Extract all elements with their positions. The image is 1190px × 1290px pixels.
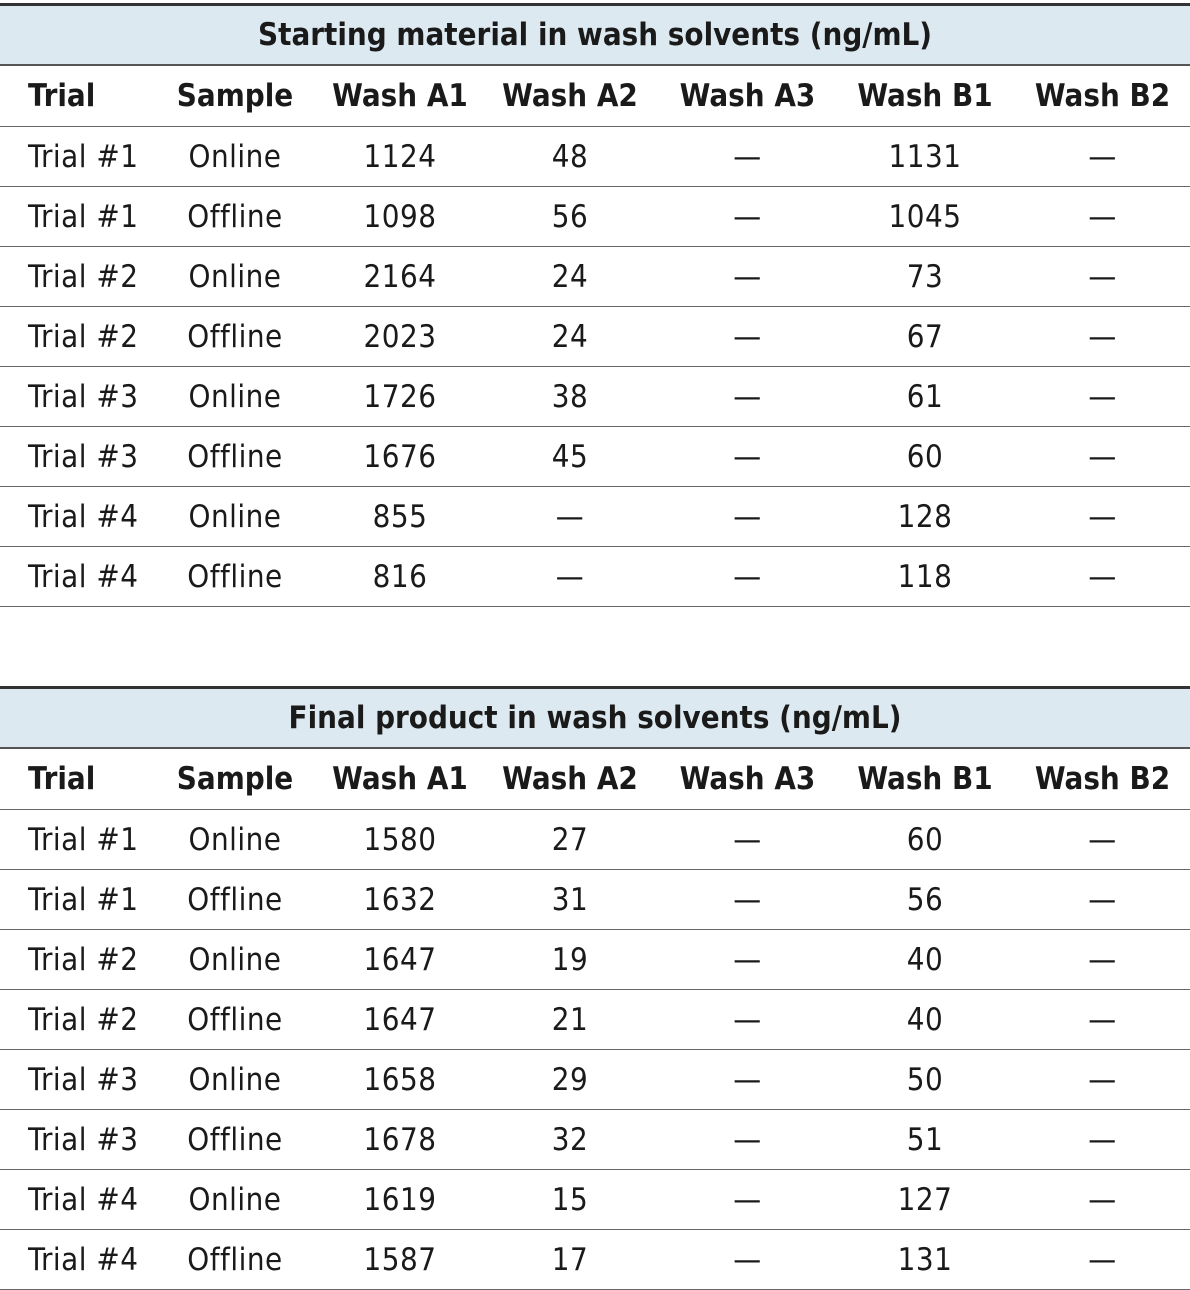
column-header: Wash B2 bbox=[1015, 748, 1190, 810]
table-cell: 1619 bbox=[320, 1170, 480, 1230]
starting-material-table bbox=[0, 3, 1190, 607]
table-cell: — bbox=[1015, 1230, 1190, 1290]
table-row bbox=[0, 187, 1190, 247]
table-cell: — bbox=[1015, 810, 1190, 870]
column-header: Wash A2 bbox=[480, 65, 660, 127]
table-cell: 1658 bbox=[320, 1050, 480, 1110]
column-header: Sample bbox=[150, 65, 320, 127]
table-cell: — bbox=[1015, 1170, 1190, 1230]
table-cell: Trial #4 bbox=[0, 547, 150, 607]
table-cell: 60 bbox=[835, 427, 1015, 487]
table-title-row bbox=[0, 5, 1190, 66]
table-cell: Trial #3 bbox=[0, 427, 150, 487]
table-cell: — bbox=[660, 1230, 835, 1290]
table-row bbox=[0, 487, 1190, 547]
table-cell: 40 bbox=[835, 990, 1015, 1050]
table-cell: Offline bbox=[150, 990, 320, 1050]
table-cell: 15 bbox=[480, 1170, 660, 1230]
table-cell: 40 bbox=[835, 930, 1015, 990]
table-cell: Online bbox=[150, 127, 320, 187]
column-header: Sample bbox=[150, 748, 320, 810]
table-cell: Trial #3 bbox=[0, 1050, 150, 1110]
table-cell: Trial #3 bbox=[0, 367, 150, 427]
table-cell: 1647 bbox=[320, 990, 480, 1050]
table-cell: 73 bbox=[835, 247, 1015, 307]
table-cell: 45 bbox=[480, 427, 660, 487]
table-row bbox=[0, 307, 1190, 367]
table-row bbox=[0, 367, 1190, 427]
table-cell: Trial #4 bbox=[0, 1170, 150, 1230]
table-title: Starting material in wash solvents (ng/mL) bbox=[0, 5, 1190, 66]
table-cell: Offline bbox=[150, 870, 320, 930]
column-header: Wash A1 bbox=[320, 65, 480, 127]
table-cell: 1632 bbox=[320, 870, 480, 930]
table-cell: — bbox=[660, 1050, 835, 1110]
table-title: Final product in wash solvents (ng/mL) bbox=[0, 688, 1190, 749]
table-row bbox=[0, 930, 1190, 990]
table-cell: 67 bbox=[835, 307, 1015, 367]
table-cell: — bbox=[660, 870, 835, 930]
table-row bbox=[0, 1170, 1190, 1230]
table-cell: 2164 bbox=[320, 247, 480, 307]
table-cell: — bbox=[660, 427, 835, 487]
table-cell: Online bbox=[150, 1050, 320, 1110]
table-cell: 118 bbox=[835, 547, 1015, 607]
table-cell: 51 bbox=[835, 1110, 1015, 1170]
column-header: Trial bbox=[0, 748, 150, 810]
table-row bbox=[0, 990, 1190, 1050]
table-cell: 50 bbox=[835, 1050, 1015, 1110]
table-cell: Trial #1 bbox=[0, 870, 150, 930]
table-cell: 56 bbox=[835, 870, 1015, 930]
table-row bbox=[0, 547, 1190, 607]
table-cell: — bbox=[660, 990, 835, 1050]
table-cell: Offline bbox=[150, 1230, 320, 1290]
table-cell: — bbox=[660, 367, 835, 427]
table-row bbox=[0, 1050, 1190, 1110]
table-row bbox=[0, 427, 1190, 487]
header-row bbox=[0, 748, 1190, 810]
table-cell: 56 bbox=[480, 187, 660, 247]
column-header: Wash A2 bbox=[480, 748, 660, 810]
table-cell: Trial #4 bbox=[0, 1230, 150, 1290]
table-cell: — bbox=[1015, 930, 1190, 990]
table-cell: 1131 bbox=[835, 127, 1015, 187]
table-cell: Trial #3 bbox=[0, 1110, 150, 1170]
table-row bbox=[0, 247, 1190, 307]
table-cell: — bbox=[1015, 367, 1190, 427]
table-cell: — bbox=[660, 1170, 835, 1230]
table-cell: Trial #2 bbox=[0, 930, 150, 990]
table-cell: — bbox=[1015, 990, 1190, 1050]
table-cell: 1647 bbox=[320, 930, 480, 990]
table-cell: Trial #1 bbox=[0, 810, 150, 870]
table-cell: — bbox=[660, 1110, 835, 1170]
table-cell: Trial #1 bbox=[0, 127, 150, 187]
table-cell: 1726 bbox=[320, 367, 480, 427]
final-product-table bbox=[0, 686, 1190, 1290]
table-cell: 1678 bbox=[320, 1110, 480, 1170]
table-cell: 32 bbox=[480, 1110, 660, 1170]
table-cell: Offline bbox=[150, 547, 320, 607]
table-cell: — bbox=[480, 487, 660, 547]
table-cell: — bbox=[1015, 547, 1190, 607]
column-header: Wash B2 bbox=[1015, 65, 1190, 127]
table-cell: — bbox=[1015, 187, 1190, 247]
table-cell: Trial #4 bbox=[0, 487, 150, 547]
table-cell: Online bbox=[150, 367, 320, 427]
table-cell: Trial #1 bbox=[0, 187, 150, 247]
table-cell: 1676 bbox=[320, 427, 480, 487]
table-row bbox=[0, 127, 1190, 187]
column-header: Trial bbox=[0, 65, 150, 127]
table-cell: 61 bbox=[835, 367, 1015, 427]
table-cell: 816 bbox=[320, 547, 480, 607]
table-cell: Online bbox=[150, 1170, 320, 1230]
table-cell: — bbox=[1015, 247, 1190, 307]
table-cell: — bbox=[660, 547, 835, 607]
table-cell: Online bbox=[150, 810, 320, 870]
table-cell: 1580 bbox=[320, 810, 480, 870]
table-row bbox=[0, 1110, 1190, 1170]
table-cell: — bbox=[660, 810, 835, 870]
table-cell: 128 bbox=[835, 487, 1015, 547]
table-cell: 24 bbox=[480, 307, 660, 367]
table-cell: 19 bbox=[480, 930, 660, 990]
table-cell: 855 bbox=[320, 487, 480, 547]
table-cell: — bbox=[660, 247, 835, 307]
table-cell: 17 bbox=[480, 1230, 660, 1290]
table-cell: — bbox=[480, 547, 660, 607]
table-cell: 38 bbox=[480, 367, 660, 427]
table-cell: — bbox=[1015, 1110, 1190, 1170]
table-cell: — bbox=[1015, 870, 1190, 930]
table-row bbox=[0, 1230, 1190, 1290]
table-cell: Offline bbox=[150, 1110, 320, 1170]
table-cell: 1098 bbox=[320, 187, 480, 247]
table-cell: — bbox=[660, 127, 835, 187]
table-cell: Trial #2 bbox=[0, 247, 150, 307]
column-header: Wash A3 bbox=[660, 748, 835, 810]
table-cell: Offline bbox=[150, 187, 320, 247]
table-cell: — bbox=[660, 487, 835, 547]
table-cell: 131 bbox=[835, 1230, 1015, 1290]
table-title-row bbox=[0, 688, 1190, 749]
table-cell: Online bbox=[150, 487, 320, 547]
table-cell: 127 bbox=[835, 1170, 1015, 1230]
table-cell: 27 bbox=[480, 810, 660, 870]
table-cell: 1045 bbox=[835, 187, 1015, 247]
table-cell: 1587 bbox=[320, 1230, 480, 1290]
column-header: Wash A1 bbox=[320, 748, 480, 810]
table-cell: 24 bbox=[480, 247, 660, 307]
table-cell: Offline bbox=[150, 307, 320, 367]
header-row bbox=[0, 65, 1190, 127]
table-cell: — bbox=[660, 307, 835, 367]
table-cell: 2023 bbox=[320, 307, 480, 367]
table-cell: 48 bbox=[480, 127, 660, 187]
table-cell: Trial #2 bbox=[0, 990, 150, 1050]
table-cell: Online bbox=[150, 247, 320, 307]
table-cell: — bbox=[1015, 307, 1190, 367]
column-header: Wash B1 bbox=[835, 65, 1015, 127]
table-cell: — bbox=[1015, 127, 1190, 187]
table-cell: 1124 bbox=[320, 127, 480, 187]
table-cell: Offline bbox=[150, 427, 320, 487]
table-cell: 21 bbox=[480, 990, 660, 1050]
table-row bbox=[0, 870, 1190, 930]
table-cell: — bbox=[1015, 487, 1190, 547]
table-cell: 29 bbox=[480, 1050, 660, 1110]
table-cell: 31 bbox=[480, 870, 660, 930]
table-cell: — bbox=[660, 187, 835, 247]
column-header: Wash A3 bbox=[660, 65, 835, 127]
table-cell: — bbox=[1015, 1050, 1190, 1110]
table-row bbox=[0, 810, 1190, 870]
table-cell: — bbox=[1015, 427, 1190, 487]
table-cell: — bbox=[660, 930, 835, 990]
column-header: Wash B1 bbox=[835, 748, 1015, 810]
table-cell: Trial #2 bbox=[0, 307, 150, 367]
table-cell: Online bbox=[150, 930, 320, 990]
table-cell: 60 bbox=[835, 810, 1015, 870]
